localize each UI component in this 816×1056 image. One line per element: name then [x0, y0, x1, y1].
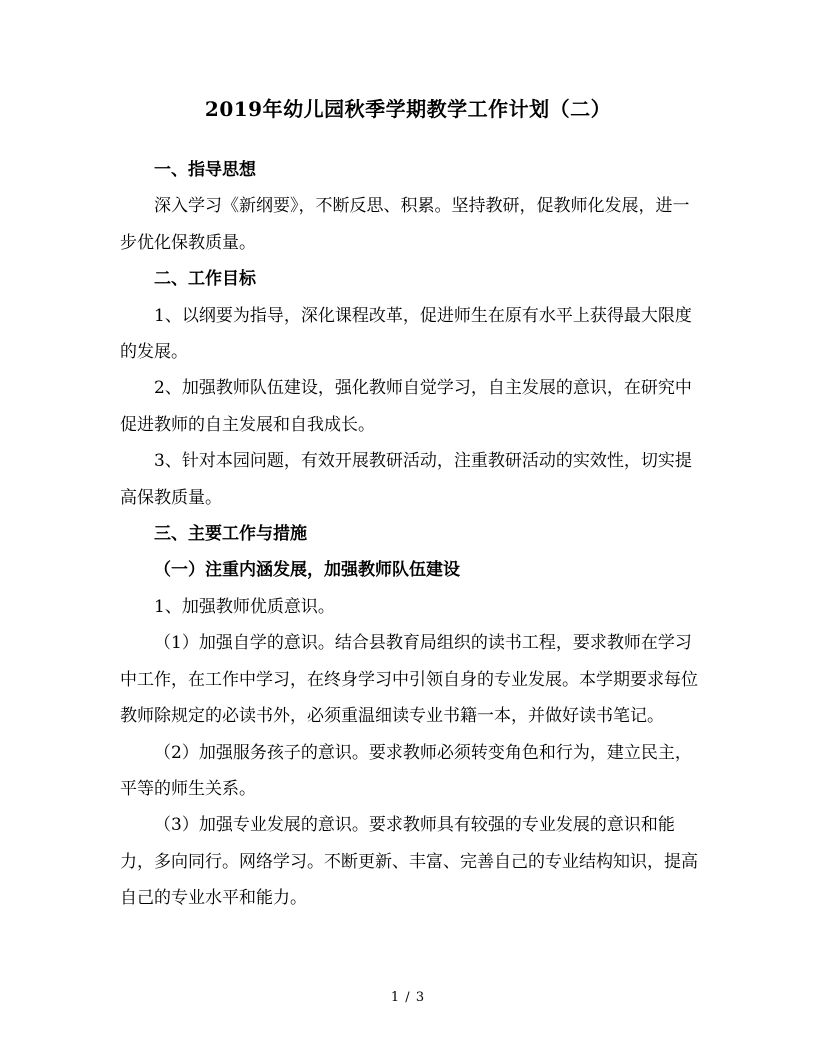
paragraph: 深入学习《新纲要》，不断反思、积累。坚持教研，促教师化发展，进一步优化保教质量。: [120, 196, 690, 253]
paragraph: 1、加强教师优质意识。: [154, 596, 335, 617]
paragraph: 3、针对本园问题，有效开展教研活动，注重教研活动的实效性，切实提高保教质量。: [120, 451, 692, 508]
document-body: [120, 152, 698, 917]
paragraph: 1、以纲要为指导，深化课程改革，促进师生在原有水平上获得最大限度的发展。: [120, 305, 692, 363]
page-number: 1 / 3: [390, 990, 426, 1005]
section-heading-main-work: 三、主要工作与措施: [154, 524, 307, 545]
document-title: 2019年幼儿园秋季学期教学工作计划（二）: [204, 97, 612, 121]
paragraph: （2）加强服务孩子的意识。要求教师必须转变角色和行为，建立民主，平等的师生关系。: [120, 742, 692, 799]
paragraph: （1）加强自学的意识。结合县教育局组织的读书工程，要求教师在学习中工作，在工作中学习，在终身学习中引领自身的专业发展。本学期要求每位教师除规定的必读书外，必须重温细读专业书籍一本，并做好读书笔记。: [120, 633, 698, 727]
subsection-heading: （一）注重内涵发展，加强教师队伍建设: [154, 560, 460, 581]
paragraph: 2、加强教师队伍建设，强化教师自觉学习，自主发展的意识，在研究中促进教师的自主发展和自我成长。: [120, 378, 692, 435]
section-heading-guiding-ideology: 一、指导思想: [154, 160, 256, 180]
section-heading-work-goals: 二、工作目标: [154, 269, 256, 290]
paragraph: （3）加强专业发展的意识。要求教师具有较强的专业发展的意识和能力，多向同行。网络学习。不断更新、丰富、完善自己的专业结构知识，提高自己的专业水平和能力。: [120, 815, 698, 909]
